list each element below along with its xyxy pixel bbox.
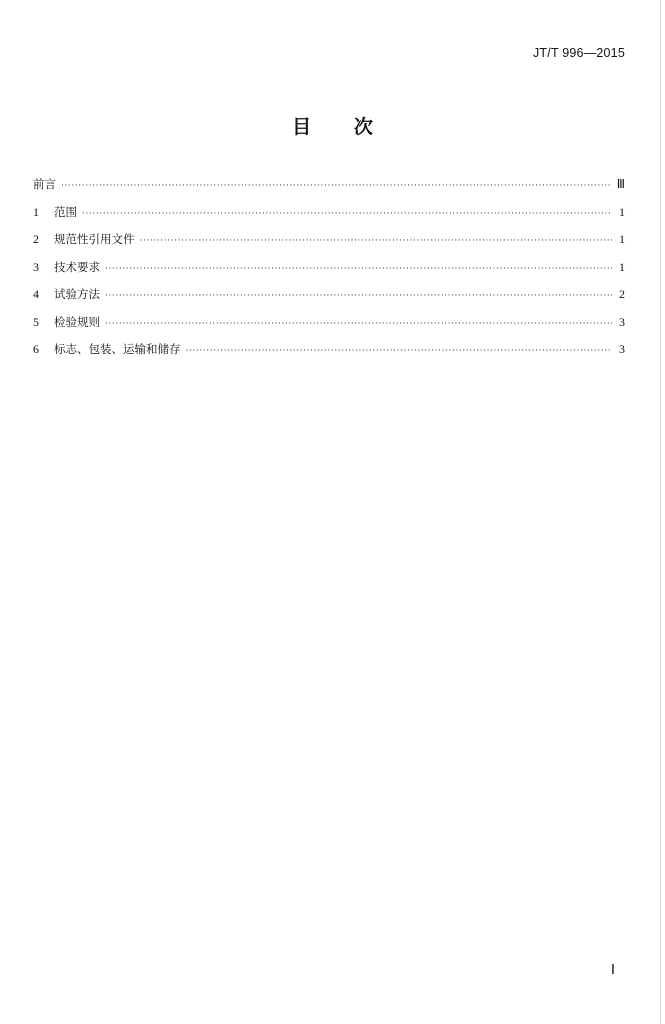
- toc-dot-leader: [105, 264, 612, 278]
- toc-entry-page: 1: [619, 232, 625, 246]
- toc-entry-number: 3: [33, 259, 39, 274]
- toc-entry-4[interactable]: [33, 286, 625, 314]
- toc-entry-number: 4: [33, 287, 39, 301]
- toc-entry-label: 技术要求: [54, 259, 100, 274]
- toc-entry-page: 3: [619, 342, 625, 356]
- toc-entry-number: 1: [33, 204, 39, 219]
- toc-dot-leader: [82, 209, 612, 223]
- toc-dot-leader: [186, 346, 613, 360]
- page-number: Ⅰ: [610, 963, 615, 978]
- toc-entry-6[interactable]: [33, 341, 625, 369]
- toc-entry-number: 5: [33, 314, 39, 329]
- toc-entry-3[interactable]: [33, 259, 625, 287]
- toc-entry-label: 标志、包装、运输和储存: [54, 342, 181, 356]
- toc-dot-leader: [61, 181, 612, 195]
- standard-code: JT/T 996—2015: [532, 46, 625, 60]
- toc-entry-2[interactable]: [33, 231, 625, 259]
- toc-title: [0, 112, 665, 139]
- toc-entry-label: 范围: [54, 204, 77, 219]
- toc-list: [33, 176, 625, 369]
- toc-dot-leader: [105, 319, 612, 333]
- toc-dot-leader: [105, 291, 612, 305]
- toc-entry-label: 规范性引用文件: [54, 232, 135, 246]
- toc-entry-page: 2: [619, 287, 625, 301]
- toc-entry-page: Ⅲ: [616, 177, 625, 191]
- toc-entry-label: 前言: [33, 177, 56, 191]
- toc-entry-1[interactable]: [33, 204, 625, 232]
- toc-entry-number: 6: [33, 342, 39, 356]
- toc-title-char-1: 目: [292, 116, 312, 138]
- toc-entry-label: 试验方法: [54, 287, 100, 301]
- toc-entry-number: 2: [33, 232, 39, 246]
- toc-entry-page: 1: [619, 204, 625, 219]
- page-edge-line: [660, 0, 661, 1024]
- toc-entry-page: 3: [619, 314, 625, 329]
- toc-entry-label: 检验规则: [54, 314, 100, 329]
- toc-entry-5[interactable]: [33, 314, 625, 342]
- toc-dot-leader: [140, 236, 613, 250]
- toc-title-char-2: 次: [353, 116, 373, 138]
- toc-entry-preface[interactable]: [33, 176, 625, 204]
- toc-entry-page: 1: [619, 259, 625, 274]
